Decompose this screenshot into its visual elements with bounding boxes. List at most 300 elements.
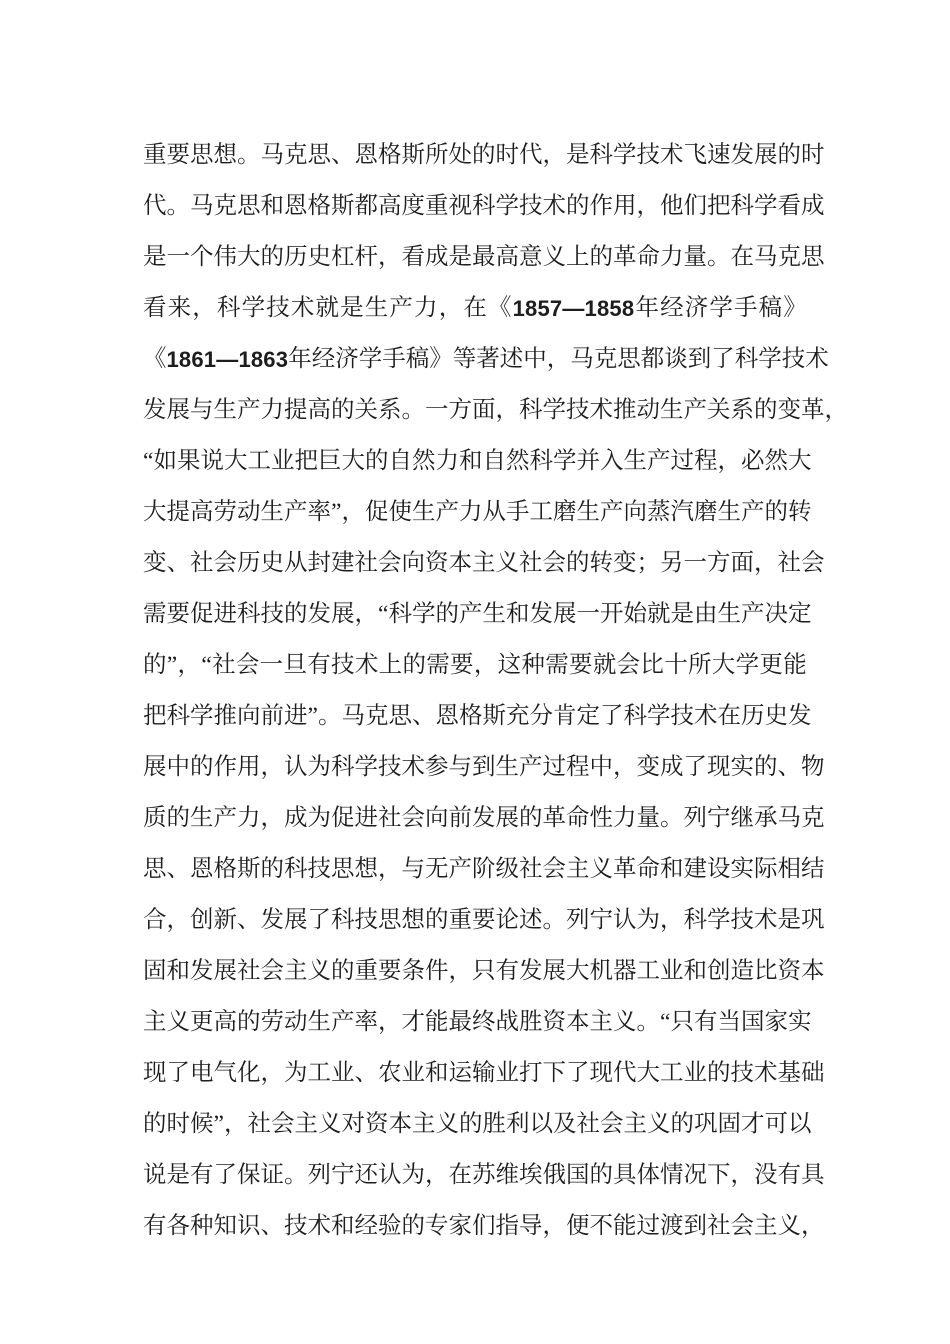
text-glyph: 具 xyxy=(613,1162,637,1188)
text-glyph: ， xyxy=(613,754,637,780)
text-glyph: 最 xyxy=(472,244,496,270)
text-glyph: 本 xyxy=(801,958,825,984)
text-glyph: 渡 xyxy=(660,1213,684,1239)
text-glyph: 的 xyxy=(237,1009,261,1035)
text-line-glyphs xyxy=(143,946,825,997)
text-glyph: 的 xyxy=(764,499,788,525)
text-glyph: 高 xyxy=(378,193,402,219)
text-glyph: 要 xyxy=(166,601,190,627)
text-line xyxy=(143,1099,812,1150)
text-glyph: 。 xyxy=(166,193,190,219)
text-glyph: 基 xyxy=(777,1060,801,1086)
text-glyph: 所 xyxy=(688,652,712,678)
text-glyph: 都 xyxy=(354,193,378,219)
text-glyph: 思 xyxy=(801,244,825,270)
text-glyph: 在 xyxy=(730,244,754,270)
text-glyph: 科 xyxy=(388,601,412,627)
text-line xyxy=(143,487,812,538)
text-glyph: 本 xyxy=(448,550,472,576)
text-glyph: 电 xyxy=(190,1060,214,1086)
text-glyph: 学 xyxy=(613,142,637,168)
text-glyph: 然 xyxy=(764,448,788,474)
text-glyph: 义 xyxy=(777,1213,801,1239)
text-glyph: 实 xyxy=(730,754,754,780)
text-glyph: 格 xyxy=(458,703,483,729)
text-line-glyphs xyxy=(143,181,825,232)
text-glyph: 农 xyxy=(378,1060,402,1086)
text-glyph: 一 xyxy=(425,397,449,423)
text-glyph: 看 xyxy=(143,295,167,321)
text-glyph: ， xyxy=(438,295,463,321)
text-glyph: 思 xyxy=(237,193,261,219)
text-glyph: 情 xyxy=(660,1162,684,1188)
text-line xyxy=(143,1201,825,1252)
text-glyph: 主 xyxy=(294,1111,318,1137)
text-glyph: 转 xyxy=(589,550,613,576)
text-glyph: 技 xyxy=(781,346,806,372)
text-glyph: 开 xyxy=(599,601,624,627)
text-glyph: 看 xyxy=(777,193,801,219)
text-glyph: 关 xyxy=(707,397,731,423)
text-glyph: 成 xyxy=(660,754,684,780)
text-glyph: 向 xyxy=(425,805,449,831)
text-glyph: 级 xyxy=(495,856,519,882)
text-glyph: 度 xyxy=(401,193,425,219)
text-glyph: 的 xyxy=(777,142,801,168)
text-glyph: 高 xyxy=(213,1009,237,1035)
text-glyph: 为 xyxy=(284,1060,308,1086)
text-glyph: 学 xyxy=(190,703,214,729)
text-glyph: ， xyxy=(542,142,566,168)
text-glyph: 是 xyxy=(340,295,364,321)
text-glyph: 自 xyxy=(482,448,506,474)
text-glyph: 更 xyxy=(190,1009,214,1035)
text-glyph: 以 xyxy=(529,1111,553,1137)
text-glyph: 把 xyxy=(294,448,318,474)
text-glyph: 生 xyxy=(623,448,647,474)
text-glyph: 的 xyxy=(402,652,426,678)
text-glyph: 时 xyxy=(166,1111,190,1137)
text-glyph: 业 xyxy=(331,1060,355,1086)
text-glyph: 导 xyxy=(519,1213,543,1239)
text-glyph: 有 xyxy=(693,1009,718,1035)
text-glyph: 主 xyxy=(566,856,590,882)
text-glyph: 技 xyxy=(307,856,331,882)
text-glyph: 。 xyxy=(317,703,342,729)
text-line xyxy=(143,895,825,946)
text-glyph: 创 xyxy=(190,907,214,933)
text-glyph: 动 xyxy=(284,1009,308,1035)
text-glyph: 义 xyxy=(495,550,519,576)
text-glyph: 变 xyxy=(143,550,167,576)
text-glyph: 科 xyxy=(331,754,355,780)
text-glyph: 革 xyxy=(542,805,566,831)
text-glyph: 稿 xyxy=(405,346,430,372)
text-glyph: 了 xyxy=(599,703,624,729)
text-glyph: 在 xyxy=(448,1162,472,1188)
text-glyph: 社 xyxy=(519,856,543,882)
text-glyph: 大 xyxy=(711,652,736,678)
text-glyph: ， xyxy=(425,1162,449,1188)
text-glyph: 发 xyxy=(787,703,812,729)
text-glyph: 社 xyxy=(378,805,402,831)
text-glyph: 率 xyxy=(354,1009,378,1035)
text-glyph: 动 xyxy=(237,499,261,525)
text-glyph: 有 xyxy=(307,652,331,678)
text-glyph: 要 xyxy=(472,907,496,933)
text-glyph: 大 xyxy=(237,244,261,270)
text-glyph: 工 xyxy=(660,1060,684,1086)
text-glyph: 、 xyxy=(237,907,261,933)
text-glyph: 了 xyxy=(307,907,331,933)
text-glyph: 学 xyxy=(754,193,778,219)
text-glyph: ， xyxy=(473,652,498,678)
text-glyph: ” xyxy=(307,703,318,729)
text-glyph: 科 xyxy=(623,703,647,729)
text-glyph: 科 xyxy=(284,856,308,882)
text-glyph: 决 xyxy=(764,601,788,627)
text-glyph: 分 xyxy=(529,703,553,729)
text-glyph: 史 xyxy=(260,550,284,576)
text-glyph: 展 xyxy=(495,805,519,831)
text-glyph: 》 xyxy=(429,346,453,372)
text-glyph: “ xyxy=(201,652,212,678)
text-glyph: 埃 xyxy=(519,1162,543,1188)
text-glyph: ， xyxy=(495,397,519,423)
text-glyph: 把 xyxy=(707,193,731,219)
text-glyph: 重 xyxy=(143,142,167,168)
text-glyph: 宁 xyxy=(589,907,613,933)
text-glyph: 创 xyxy=(707,958,731,984)
text-glyph: 成 xyxy=(425,244,449,270)
text-glyph: 看 xyxy=(401,244,425,270)
text-glyph: 时 xyxy=(495,142,519,168)
text-glyph: 科 xyxy=(237,601,261,627)
text-glyph: 经 xyxy=(660,295,684,321)
text-glyph: 的 xyxy=(364,448,389,474)
text-glyph: 并 xyxy=(576,448,600,474)
text-glyph: 是 xyxy=(777,907,801,933)
text-glyph: 术 xyxy=(693,703,718,729)
text-glyph: ， xyxy=(754,550,778,576)
text-glyph: 义 xyxy=(646,1111,671,1137)
text-glyph: 本 xyxy=(566,1009,590,1035)
text-glyph: 革 xyxy=(613,856,637,882)
text-glyph: 著 xyxy=(476,346,500,372)
text-glyph: 资 xyxy=(777,958,801,984)
text-glyph: 。 xyxy=(401,397,425,423)
text-glyph: 生 xyxy=(190,805,214,831)
text-glyph: 的 xyxy=(566,193,590,219)
text-glyph: 济 xyxy=(335,346,359,372)
text-glyph: ， xyxy=(378,1009,402,1035)
text-glyph: 关 xyxy=(354,397,378,423)
text-glyph: 技 xyxy=(519,193,543,219)
text-glyph: 想 xyxy=(354,856,378,882)
text-glyph: 程 xyxy=(693,448,718,474)
text-glyph: 变 xyxy=(613,550,637,576)
text-glyph: 马 xyxy=(777,805,801,831)
text-glyph: 促 xyxy=(190,601,214,627)
text-glyph: 斯 xyxy=(237,856,261,882)
text-glyph: 然 xyxy=(411,448,436,474)
text-glyph: 才 xyxy=(740,1111,765,1137)
text-glyph: 代 xyxy=(143,193,167,219)
text-line-glyphs xyxy=(143,1099,812,1150)
text-glyph: 面 xyxy=(472,397,496,423)
text-glyph: 》 xyxy=(783,295,807,321)
text-glyph: 大 xyxy=(341,448,365,474)
text-glyph: 劳 xyxy=(260,1009,284,1035)
text-glyph: 产 xyxy=(740,601,765,627)
text-glyph: 生 xyxy=(307,1009,331,1035)
text-glyph: 自 xyxy=(388,448,412,474)
text-glyph: 进 xyxy=(284,703,308,729)
text-glyph: 是 xyxy=(448,244,472,270)
text-line xyxy=(143,1150,825,1201)
text-glyph: 的 xyxy=(472,142,496,168)
text-glyph: 技 xyxy=(331,652,355,678)
text-glyph: 推 xyxy=(613,397,637,423)
text-glyph: 思 xyxy=(331,856,355,882)
text-glyph: 术 xyxy=(754,907,778,933)
text-glyph: 指 xyxy=(495,1213,519,1239)
text-glyph: 的 xyxy=(707,1060,731,1086)
text-glyph: 认 xyxy=(284,754,308,780)
text-glyph: 与 xyxy=(190,397,214,423)
text-line xyxy=(143,283,807,334)
text-glyph: 础 xyxy=(801,1060,825,1086)
text-glyph: 。 xyxy=(636,1009,660,1035)
text-glyph: 必 xyxy=(740,448,765,474)
text-glyph: 。 xyxy=(237,142,261,168)
text-line xyxy=(143,946,825,997)
text-glyph: 力 xyxy=(613,805,637,831)
text-glyph: 胜 xyxy=(519,1009,543,1035)
text-glyph: ， xyxy=(717,448,741,474)
text-glyph: 工 xyxy=(307,1060,331,1086)
text-glyph: 比 xyxy=(754,958,778,984)
text-line-glyphs xyxy=(143,793,825,844)
text-glyph: 科 xyxy=(472,193,496,219)
text-glyph: 斯 xyxy=(331,193,355,219)
text-glyph: 的 xyxy=(589,244,613,270)
text-glyph: 学 xyxy=(707,907,731,933)
text-glyph: 与 xyxy=(401,856,425,882)
text-glyph: 过 xyxy=(670,448,694,474)
text-glyph: 展 xyxy=(552,601,577,627)
text-glyph: 飞 xyxy=(683,142,707,168)
text-line xyxy=(143,793,825,844)
text-glyph: 合 xyxy=(143,907,167,933)
text-glyph: 向 xyxy=(401,550,425,576)
text-glyph: 生 xyxy=(495,754,519,780)
text-glyph: 的 xyxy=(260,244,284,270)
text-glyph: 量 xyxy=(636,805,660,831)
text-glyph: 固 xyxy=(717,1111,741,1137)
text-glyph: 的 xyxy=(566,550,590,576)
text-glyph: 社 xyxy=(707,1213,731,1239)
text-line-glyphs xyxy=(143,283,807,334)
text-glyph: 生 xyxy=(576,499,600,525)
text-glyph: 的 xyxy=(754,397,778,423)
text-glyph: 大 xyxy=(223,448,248,474)
text-line-glyphs xyxy=(143,1201,825,1252)
text-glyph: 固 xyxy=(143,958,167,984)
text-glyph: 一 xyxy=(683,550,707,576)
text-glyph: 就 xyxy=(646,601,671,627)
text-glyph: ， xyxy=(192,295,216,321)
text-glyph: 要 xyxy=(378,958,402,984)
text-glyph: 力 xyxy=(660,244,684,270)
text-glyph: 的 xyxy=(284,601,308,627)
text-glyph: 来 xyxy=(167,295,192,321)
text-glyph: 技 xyxy=(566,397,590,423)
text-line xyxy=(143,130,825,181)
text-glyph: ” xyxy=(331,499,342,525)
text-glyph: 会 xyxy=(542,856,566,882)
text-glyph: 和 xyxy=(260,193,284,219)
text-line-glyphs xyxy=(143,895,825,946)
text-line xyxy=(143,436,812,487)
text-glyph: 推 xyxy=(213,703,237,729)
text-glyph: 社 xyxy=(237,958,261,984)
text-glyph: 下 xyxy=(542,1060,566,1086)
text-glyph: 论 xyxy=(495,907,519,933)
text-line-glyphs xyxy=(143,997,812,1048)
text-glyph: 义 xyxy=(307,958,331,984)
text-glyph: ， xyxy=(223,1111,248,1137)
text-glyph: 资 xyxy=(425,550,449,576)
text-glyph: 术 xyxy=(589,397,613,423)
text-glyph: 更 xyxy=(759,652,783,678)
text-glyph: 克 xyxy=(593,346,618,372)
text-glyph: 思 xyxy=(378,907,402,933)
text-glyph: ， xyxy=(542,1213,566,1239)
text-glyph: 克 xyxy=(801,805,825,831)
text-glyph: 会 xyxy=(270,1111,295,1137)
text-glyph: 马 xyxy=(341,703,365,729)
text-glyph: 马 xyxy=(754,244,778,270)
text-glyph: 社 xyxy=(190,550,214,576)
text-glyph: 社 xyxy=(777,550,801,576)
text-glyph: 只 xyxy=(472,958,496,984)
text-glyph: 变 xyxy=(777,397,801,423)
text-line-glyphs xyxy=(143,640,807,691)
text-line xyxy=(143,1048,825,1099)
text-glyph: 发 xyxy=(143,397,167,423)
text-glyph: ， xyxy=(546,346,571,372)
text-glyph: 学 xyxy=(411,601,436,627)
text-glyph: 用 xyxy=(613,193,637,219)
text-glyph: 输 xyxy=(472,1060,496,1086)
text-glyph: 会 xyxy=(401,805,425,831)
text-glyph: 力 xyxy=(414,295,438,321)
text-glyph: 想 xyxy=(401,907,425,933)
text-glyph: 展 xyxy=(754,142,778,168)
year-range-text: 1857—1858 xyxy=(512,296,635,321)
text-glyph: 胜 xyxy=(482,1111,506,1137)
text-glyph: 都 xyxy=(640,346,665,372)
text-glyph: 革 xyxy=(613,244,637,270)
text-glyph: 为 xyxy=(401,1162,425,1188)
text-glyph: 和 xyxy=(458,448,483,474)
text-glyph: 到 xyxy=(687,346,712,372)
text-glyph: 及 xyxy=(552,1111,577,1137)
text-glyph: 转 xyxy=(787,499,812,525)
text-glyph: 从 xyxy=(284,550,308,576)
text-glyph: 家 xyxy=(448,1213,472,1239)
text-glyph: 生 xyxy=(660,397,684,423)
text-glyph: 的 xyxy=(401,1213,425,1239)
text-line-glyphs xyxy=(143,844,825,895)
text-glyph: 力 xyxy=(435,448,459,474)
text-glyph: 在 xyxy=(463,295,487,321)
text-glyph: ” xyxy=(166,652,178,678)
text-glyph: 宁 xyxy=(331,1162,355,1188)
text-glyph: 主 xyxy=(411,1111,436,1137)
text-line xyxy=(143,742,825,793)
text-glyph: 上 xyxy=(566,244,590,270)
text-glyph: 各 xyxy=(166,1213,190,1239)
text-glyph: 和 xyxy=(331,1213,355,1239)
text-glyph: 会 xyxy=(260,958,284,984)
text-glyph: 可 xyxy=(764,1111,788,1137)
text-glyph: 斯 xyxy=(482,703,506,729)
text-glyph: 历 xyxy=(237,550,261,576)
text-line-glyphs xyxy=(143,691,812,742)
text-glyph: 稿 xyxy=(758,295,783,321)
text-glyph: 力 xyxy=(260,397,284,423)
text-glyph: 、 xyxy=(331,142,355,168)
text-line xyxy=(143,997,812,1048)
text-glyph: 面 xyxy=(730,550,754,576)
text-glyph: 产 xyxy=(389,295,413,321)
text-glyph: 上 xyxy=(378,652,403,678)
text-glyph: 的 xyxy=(331,397,355,423)
text-glyph: 需 xyxy=(545,652,569,678)
text-glyph: 的 xyxy=(143,652,167,678)
text-glyph: 实 xyxy=(730,856,754,882)
text-glyph: 证 xyxy=(260,1162,284,1188)
text-glyph: 种 xyxy=(521,652,545,678)
text-glyph: 和 xyxy=(683,958,707,984)
text-glyph: 术 xyxy=(307,1213,331,1239)
text-glyph: 命 xyxy=(566,805,590,831)
text-glyph: 资 xyxy=(364,1111,389,1137)
text-glyph: 另 xyxy=(660,550,684,576)
text-glyph: 重 xyxy=(425,193,449,219)
text-glyph: 命 xyxy=(636,244,660,270)
text-glyph: 格 xyxy=(378,142,402,168)
text-line-glyphs xyxy=(143,385,848,436)
text-glyph: 参 xyxy=(425,754,449,780)
text-glyph: 使 xyxy=(388,499,412,525)
text-glyph: 代 xyxy=(613,1060,637,1086)
text-glyph: 到 xyxy=(683,1213,707,1239)
text-line xyxy=(143,232,825,283)
text-glyph: 和 xyxy=(660,856,684,882)
text-glyph: 巩 xyxy=(801,907,825,933)
text-glyph: 的 xyxy=(754,754,778,780)
text-glyph: 义 xyxy=(317,1111,342,1137)
text-glyph: 比 xyxy=(640,652,664,678)
text-glyph: 入 xyxy=(599,448,624,474)
text-glyph: 学 xyxy=(542,397,566,423)
text-line xyxy=(143,589,812,640)
text-glyph: 术 xyxy=(354,652,379,678)
text-glyph: 社 xyxy=(247,1111,271,1137)
